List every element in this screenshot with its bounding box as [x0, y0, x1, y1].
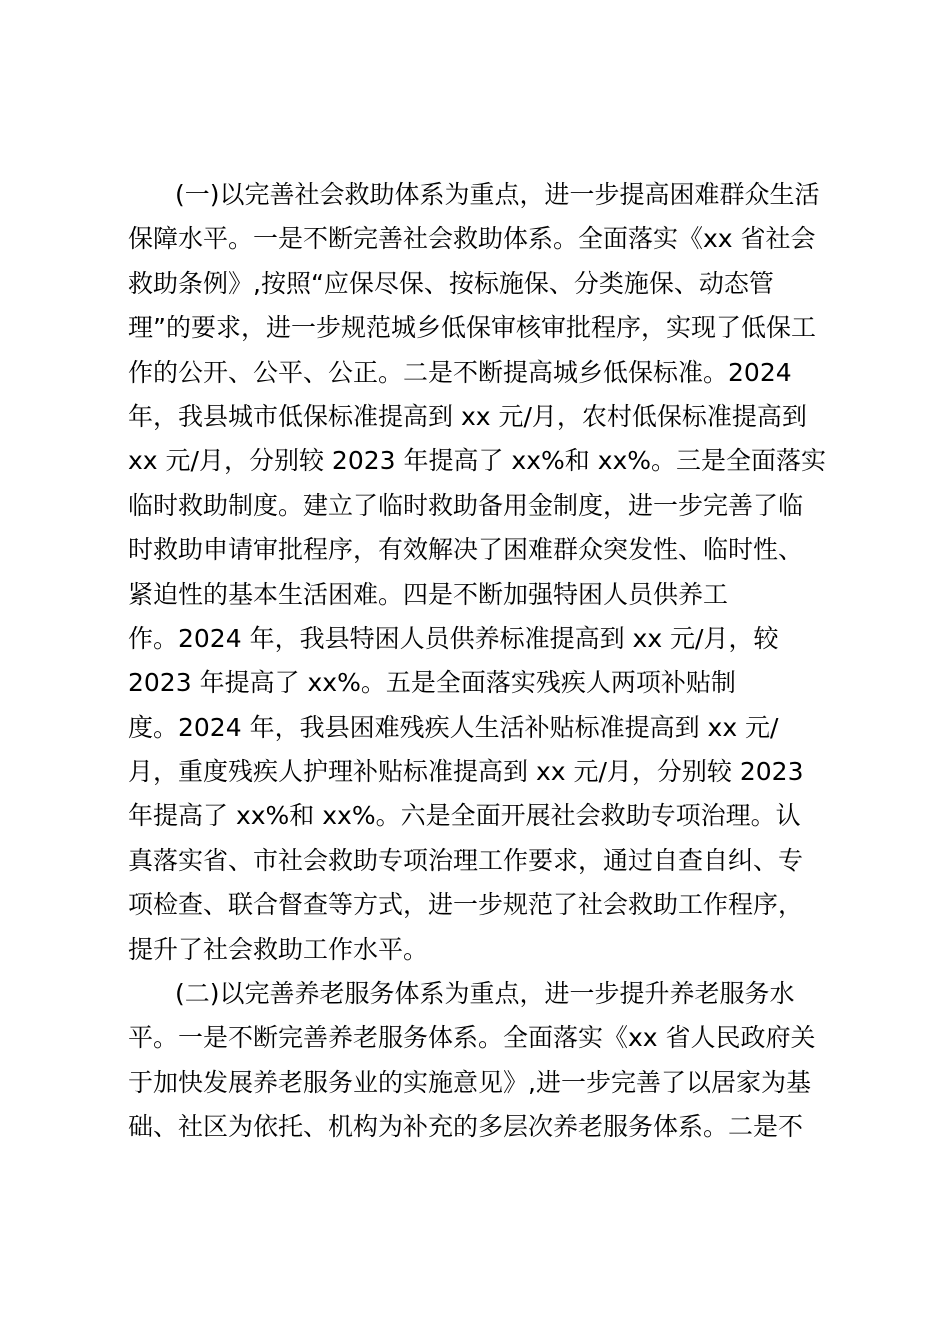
- text-line: 度。2024 年，我县困难残疾人生活补贴标准提高到 xx 元/: [128, 712, 779, 742]
- text-line: 时救助申请审批程序，有效解决了困难群众突发性、临时性、: [128, 535, 804, 565]
- text-line: 作的公开、公平、公正。二是不断提高城乡低保标准。2024: [128, 357, 792, 387]
- text-line: 于加快发展养老服务业的实施意见》,进一步完善了以居家为基: [128, 1067, 811, 1097]
- paragraph-elderly-care: [128, 972, 838, 1150]
- text-line: 月，重度残疾人护理补贴标准提高到 xx 元/月，分别较 2023: [128, 757, 804, 787]
- text-line: 救助条例》,按照“应保尽保、按标施保、分类施保、动态管: [128, 268, 774, 298]
- text-line: 作。2024 年，我县特困人员供养标准提高到 xx 元/月，较: [128, 623, 779, 653]
- paragraph-social-assistance: [128, 173, 838, 972]
- text-line: 紧迫性的基本生活困难。四是不断加强特困人员供养工: [128, 579, 729, 609]
- text-line: 础、社区为依托、机构为补充的多层次养老服务体系。二是不: [128, 1112, 804, 1142]
- text-line: 2023 年提高了 xx%。五是全面落实残疾人两项补贴制: [128, 668, 736, 698]
- text-line: 提升了社会救助工作水平。: [128, 934, 429, 964]
- text-line: 理”的要求，进一步规范城乡低保审核审批程序，实现了低保工: [128, 313, 816, 343]
- text-line: 真落实省、市社会救助专项治理工作要求，通过自查自纠、专: [128, 845, 804, 875]
- text-line: 临时救助制度。建立了临时救助备用金制度，进一步完善了临: [128, 490, 804, 520]
- text-line: 年，我县城市低保标准提高到 xx 元/月，农村低保标准提高到: [128, 401, 807, 431]
- text-line: 年提高了 xx%和 xx%。六是全面开展社会救助专项治理。认: [128, 801, 801, 831]
- paragraph-heading-line: (一)以完善社会救助体系为重点，进一步提高困难群众生活: [175, 180, 820, 209]
- text-line: 平。一是不断完善养老服务体系。全面落实《xx 省人民政府关: [128, 1023, 816, 1053]
- text-line: 项检查、联合督查等方式，进一步规范了社会救助工作程序，: [128, 890, 804, 920]
- paragraph-heading-line: (二)以完善养老服务体系为重点，进一步提升养老服务水: [175, 979, 795, 1009]
- text-line: xx 元/月，分别较 2023 年提高了 xx%和 xx%。三是全面落实: [128, 446, 827, 476]
- document-body: [128, 173, 838, 1150]
- text-line: 保障水平。一是不断完善社会救助体系。全面落实《xx 省社会: [128, 224, 816, 254]
